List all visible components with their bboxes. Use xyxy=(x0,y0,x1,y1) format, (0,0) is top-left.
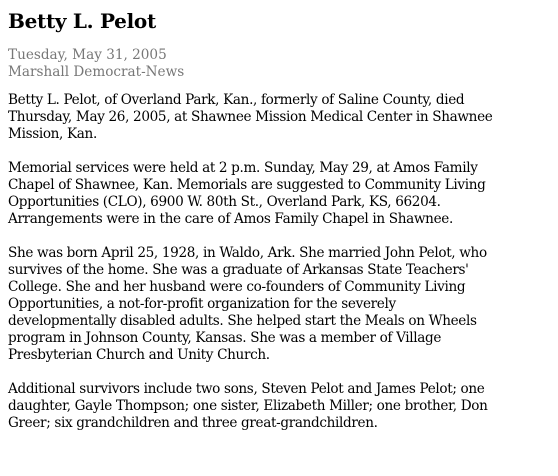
article-meta xyxy=(8,47,550,81)
text-line: Presbyterian Church and Unity Church. xyxy=(8,347,270,363)
article-body xyxy=(8,92,550,432)
text-line: College. She and her husband were co-founders of Community Living xyxy=(8,279,466,295)
text-line: Mission, Kan. xyxy=(8,126,97,142)
text-line: Thursday, May 26, 2005, at Shawnee Mission Medical Center in Shawnee xyxy=(8,109,493,125)
text-line: Memorial services were held at 2 p.m. Sunday, May 29, at Amos Family xyxy=(8,160,478,176)
paragraph-death-notice xyxy=(8,92,550,143)
text-line: daughter, Gayle Thompson; one sister, Elizabeth Miller; one brother, Don xyxy=(8,398,488,414)
text-line: She was born April 25, 1928, in Waldo, Ark. She married John Pelot, who xyxy=(8,245,487,261)
text-line: Opportunities, a not-for-profit organization for the severely xyxy=(8,296,396,312)
paragraph-survivors xyxy=(8,381,550,432)
text-line: Betty L. Pelot, of Overland Park, Kan., formerly of Saline County, died xyxy=(8,92,465,108)
text-line: Arrangements were in the care of Amos Family Chapel in Shawnee. xyxy=(8,211,453,227)
page-title: Betty L. Pelot xyxy=(8,9,156,33)
text-line: Additional survivors include two sons, Steven Pelot and James Pelot; one xyxy=(8,381,485,397)
text-line: Greer; six grandchildren and three great-grandchildren. xyxy=(8,415,378,431)
paragraph-biography xyxy=(8,245,550,364)
publication-date: Tuesday, May 31, 2005 xyxy=(8,47,167,63)
text-line: Opportunities (CLO), 6900 W. 80th St., Overland Park, KS, 66204. xyxy=(8,194,441,210)
publication-source: Marshall Democrat-News xyxy=(8,64,185,80)
text-line: developmentally disabled adults. She helped start the Meals on Wheels xyxy=(8,313,477,329)
text-line: program in Johnson County, Kansas. She was a member of Village xyxy=(8,330,442,346)
paragraph-memorial-services xyxy=(8,160,550,228)
text-line: survives of the home. She was a graduate of Arkansas State Teachers' xyxy=(8,262,469,278)
text-line: Chapel of Shawnee, Kan. Memorials are suggested to Community Living xyxy=(8,177,486,193)
